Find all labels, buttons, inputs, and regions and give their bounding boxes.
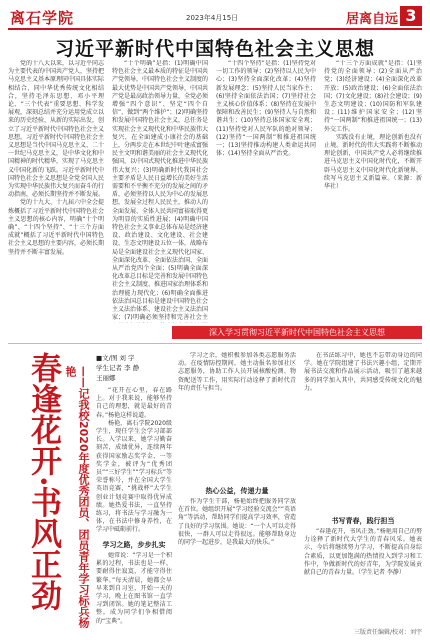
feature-column-1 [96,387,172,537]
page-header [8,6,422,28]
article-paragraph: 学习之余，她积极参加各类志愿服务活动。在疫情防控期间，她主动报名参加社区志愿服务，协助工作人员开展核酸检测、物资配送等工作，用实际行动诠释了新时代青年的责任与担当。 [178,352,296,392]
article-paragraph: “十四个坚持”是指：(1)坚持党对一切工作的领导；(2)坚持以人民为中心；(3)坚持全面深化改革；(4)坚持新发展理念；(5)坚持人民当家作主；(6)坚持全面依法治国；(7)坚持社会主义核心价值体系；(8)坚持在发展中保障和改善民生；(9)坚持人与自然和谐共生；(10)坚持总体国家安全观；(11)坚持党对人民军队的绝对领导；(12)坚持“一国两制”和推进祖国统一；(13)坚持推动构建人类命运共同体；(14)坚持全面从严治党。 [216,60,316,158]
feature-column-3 [304,352,422,512]
article-column-1 [8,60,104,323]
section-title: 居离自远 [346,12,399,27]
page-number: 3 [400,6,422,26]
issue-date: 2023年4月15日 [186,14,239,22]
byline-line: 王丽娜 [96,374,116,382]
headline: 习近平新时代中国特色社会主义思想 [54,38,375,60]
byline-line: 学生记者 李 静 [96,364,140,372]
top-article [8,60,422,323]
feature-column-1b [96,552,172,632]
header-rule [8,28,422,30]
byline-line: ■文/图 刘 宇 [96,354,135,362]
newspaper-logo: 离石学院 [10,9,75,27]
article-paragraph: 作为学生干部，杨艳始终把服务同学放在首位。她组织开展“学习经验交流会”“英语角”等活动，帮助同学们提高学习效率，营造了良好的学习氛围。她说：“一个人可以走得很快，一群人可以走得很远。能够帮助身边的同学一起进步，是我最大的快乐。” [178,498,296,547]
article-column-4 [324,60,422,323]
feature-column-2b [178,498,296,632]
section-divider [8,343,422,344]
footer-editor: 三版责任编辑/校对：刘宇 [353,629,422,636]
article-paragraph: “十三个方面成就”是指：(1)坚持党的全面领导；(2)全面从严治党；(3)经济建设；(4)全面深化改革开放；(5)政治建设；(6)全面依法治国；(7)文化建设；(8)社会建设；(9)生态文明建设；(10)国防和军队建设；(11)维护国家安全；(12)坚持“一国两制”和推进祖国统一；(13)外交工作。 [324,60,422,133]
byline [96,353,168,383]
article-paragraph: “花开在心里，春在路上。对于我来说，能够坚持自己的理想，就是最好的青春。”杨艳这样说道。 [96,387,172,419]
article-paragraph: 党的十八大以来，以习近平同志为主要代表的中国共产党人，坚持把马克思主义基本原理同中国具体实际相结合、同中华优秀传统文化相结合，坚持毛泽东思想、邓小平理论、“三个代表”重要思想、科学发展观，深刻总结并充分运用党成立以来的历史经验，从新的实际出发，创立了习近平新时代中国特色社会主义思想。习近平新时代中国特色社会主义思想是当代中国马克思主义、二十一世纪马克思主义，是中华文化和中国精神的时代精华，实现了马克思主义中国化新的飞跃。习近平新时代中国特色社会主义思想是全党全国人民为实现中华民族伟大复兴而奋斗的行动指南，必须长期坚持并不断发展。 [8,60,104,199]
article-paragraph: 杨艳，离石学院2020级学生，现任学生会学习部部长。入学以来，她学习勤奋刻苦，成绩优异，连续两年获得国家励志奖学金、一等奖学金，被评为“优秀团员”“三好学生”“学习标兵”等荣誉称号，并在全国大学生英语竞赛、“挑战杯”大学生创业计划竞赛中取得优异成绩。她热爱书法，一直坚持练习，将书法与学习融为一体，在书法中修身养性，在学习中砥砺前行。 [96,419,172,534]
article-paragraph: 党的十九大、十九届六中全会提炼概括了习近平新时代中国特色社会主义思想的核心内容，明确“十个明确”、“十四个坚持”、“十三个方面成就”概括了习近平新时代中国特色社会主义思想的主要内容，必须长期坚持并不断丰富发展。 [8,199,104,256]
article-paragraph: “春逢花开，书风正劲。”杨艳用自己的努力诠释了新时代大学生的青春风采。她表示，今后将继续努力学习，不断提高自身综合素质，以更加饱满的热情投入到学习和工作中，争做新时代的好青年，为学院发展贡献自己的青春力量。（学生记者 李静） [304,528,422,577]
subheading: 学习之路，步步扎实 [102,541,166,549]
article-subtitle: ——记我校2020年度优秀团员、团员青年学习标兵杨艳 [64,366,90,628]
calligraphy-title: 春逢花开·书风正劲 [25,352,61,611]
slogan-banner: 深入学习贯彻习近平新时代中国特色社会主义思想 [172,326,422,339]
article-column-2 [112,60,208,323]
article-paragraph: “十个明确”是指：(1)明确中国特色社会主义最本质的特征是中国共产党领导，中国特色社会主义制度的最大优势是中国共产党领导，中国共产党是最高政治领导力量，全党必须增强“四个意识”、坚定“四个自信”、做到“两个维护”；(2)明确坚持和发展中国特色社会主义，总任务是实现社会主义现代化和中华民族伟大复兴，在全面建成小康社会的基础上，分两步走在本世纪中叶建成富强民主文明和谐美丽的社会主义现代化强国，以中国式现代化推进中华民族伟大复兴；(3)明确新时代我国社会主要矛盾是人民日益增长的美好生活需要和不平衡不充分的发展之间的矛盾，必须坚持以人民为中心的发展思想，发展全过程人民民主，推动人的全面发展、全体人民共同富裕取得更为明显的实质性进展；(4)明确中国特色社会主义事业总体布局是经济建设、政治建设、文化建设、社会建设、生态文明建设五位一体，战略布局是全面建设社会主义现代化国家、全面深化改革、全面依法治国、全面从严治党四个全面；(5)明确全面深化改革总目标是完善和发展中国特色社会主义制度、推进国家治理体系和治理能力现代化；(6)明确全面推进依法治国总目标是建设中国特色社会主义法治体系、建设社会主义法治国家；(7)明确必须坚持和完善社会主 [112,60,208,322]
subheading: 热心公益，传递力量 [205,487,269,495]
subheading: 书写青春，践行担当 [331,517,395,525]
article-paragraph: 在书法练习中，她也不忘带动身边的同学。她在学院组建了书法兴趣小组，定期开展书法交流和作品展示活动，吸引了越来越多的同学加入其中，共同感受传统文化的魅力。 [304,352,422,392]
article-paragraph: 实践没有止境，理论创新也没有止境。新时代的伟大实践将不断推动理论创新，中国共产党人必将继续推进马克思主义中国化时代化，不断开辟马克思主义中国化时代化新境界，续写马克思主义新篇章。（来源：新华社） [324,133,422,191]
article-column-3 [216,60,316,323]
article-paragraph: 她常说：“学习是一个积累的过程，书法也是一样，要耐得住寂寞，才能守得住繁华。”每天清晨，她都会早早来到自习室，开始一天的学习，晚上在图书馆一直学习到闭馆。她的笔记整洁工整，成为同学们争相借阅的“宝典”。 [96,552,172,625]
feature-column-3b [304,528,422,624]
feature-column-2 [178,352,296,482]
